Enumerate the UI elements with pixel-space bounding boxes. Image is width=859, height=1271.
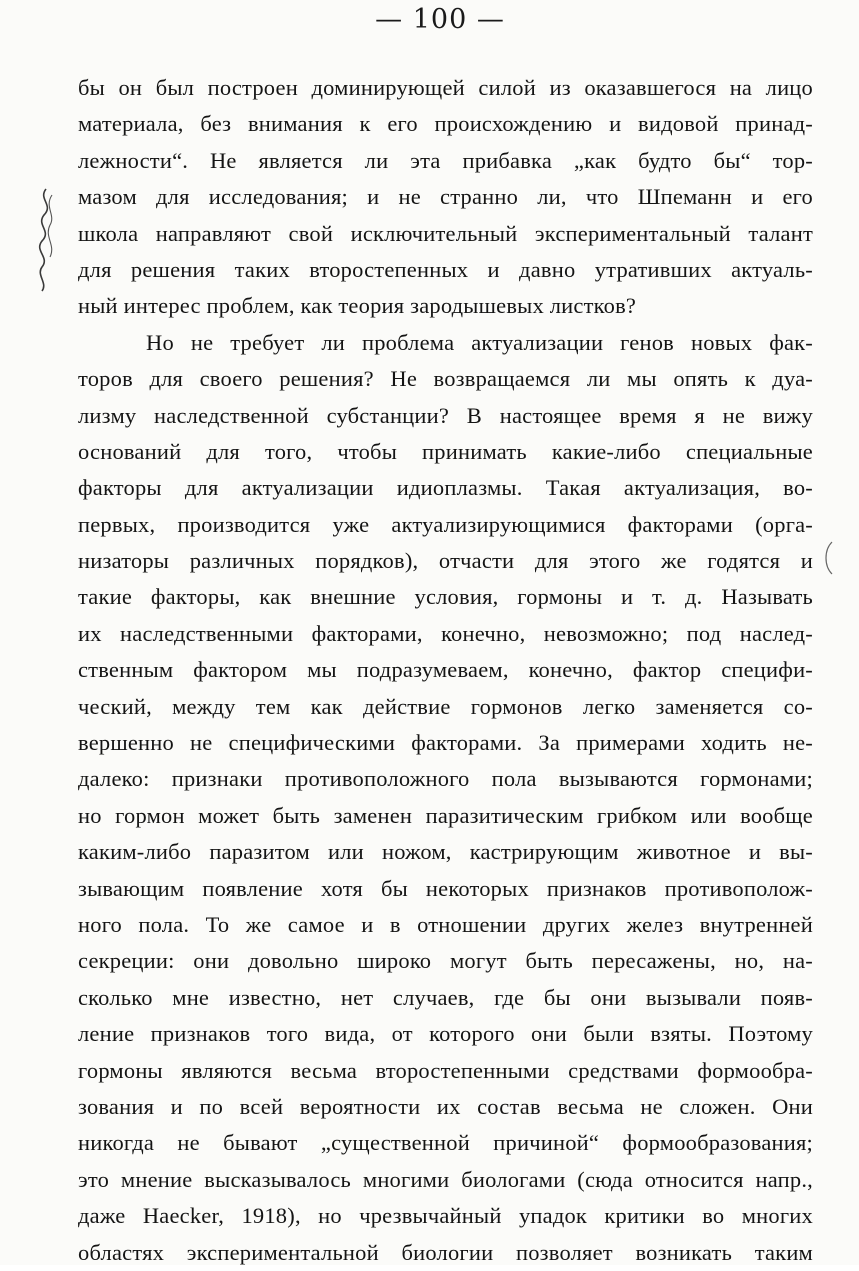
text-line: каким-либо паразитом или ножом, кастрирующим животное и вы- xyxy=(78,839,813,865)
text-line: ческий, между тем как действие гормонов легко заменяется со- xyxy=(78,693,813,719)
text-line: факторы для актуализации идиоплазмы. Такая актуализация, во- xyxy=(78,475,813,501)
text-line: ственным фактором мы подразумеваем, конечно, фактор специфи- xyxy=(78,657,813,683)
text-line: Но не требует ли проблема актуализации генов новых фак- xyxy=(146,329,813,355)
text-line: далеко: признаки противоположного пола вызываются гормонами; xyxy=(78,766,813,792)
text-line: школа направляют свой исключительный экспериментальный талант xyxy=(78,220,813,246)
text-line: зования и по всей вероятности их состав весьма не сложен. Они xyxy=(78,1093,813,1119)
text-line: сколько мне известно, нет случаев, где бы они вызывали появ- xyxy=(78,984,813,1010)
text-line: низаторы различных порядков), отчасти для этого же годятся и xyxy=(78,548,813,574)
page-number: — 100 — xyxy=(375,4,505,35)
text-line: торов для своего решения? Не возвращаемся ли мы опять к дуа- xyxy=(78,366,813,392)
text-line: даже Haecker, 1918), но чрезвычайный упадок критики во многих xyxy=(78,1203,813,1229)
text-line: такие факторы, как внешние условия, гормоны и т. д. Называть xyxy=(78,584,813,610)
text-line: но гормон может быть заменен паразитическим грибком или вообще xyxy=(78,802,813,828)
text-line: лежности“. Не является ли эта прибавка „как будто бы“ тор- xyxy=(78,147,813,173)
text-line: их наследственными факторами, конечно, невозможно; под наслед- xyxy=(78,620,813,646)
text-line: мазом для исследования; и не странно ли, что Шпеманн и его xyxy=(78,184,813,210)
text-line: гормоны являются весьма второстепенными средствами формообра- xyxy=(78,1057,813,1083)
text-line: для решения таких второстепенных и давно утративших актуаль- xyxy=(78,256,813,282)
text-line: областях экспериментальной биологии позволяет возникать таким xyxy=(78,1239,813,1265)
body-text xyxy=(78,70,813,1271)
text-line: ный интерес проблем, как теория зародышевых листков? xyxy=(78,293,637,319)
text-line: вершенно не специфическими факторами. За примерами ходить не- xyxy=(78,730,813,756)
text-line: оснований для того, чтобы принимать какие-либо специальные xyxy=(78,438,813,464)
text-line: ление признаков того вида, от которого они были взяты. Поэтому xyxy=(78,1021,813,1047)
text-line: никогда не бывают „существенной причиной“ формообразования; xyxy=(78,1130,813,1156)
text-line: секреции: они довольно широко могут быть пересажены, но, на- xyxy=(78,948,813,974)
margin-pencil-mark xyxy=(30,185,60,295)
text-line: зывающим появление хотя бы некоторых признаков противополож- xyxy=(78,875,813,901)
text-line: это мнение высказывалось многими биологами (сюда относится напр., xyxy=(78,1166,813,1192)
edge-bracket-mark xyxy=(818,538,838,578)
text-line: ного пола. То же самое и в отношении других желез внутренней xyxy=(78,911,813,937)
text-line: материала, без внимания к его происхождению и видовой принад- xyxy=(78,111,813,137)
text-line: первых, производится уже актуализирующимися факторами (орга- xyxy=(78,511,813,537)
text-line: бы он был построен доминирующей силой из оказавшегося на лицо xyxy=(78,75,813,100)
text-line: лизму наследственной субстанции? В настоящее время я не вижу xyxy=(78,402,813,428)
